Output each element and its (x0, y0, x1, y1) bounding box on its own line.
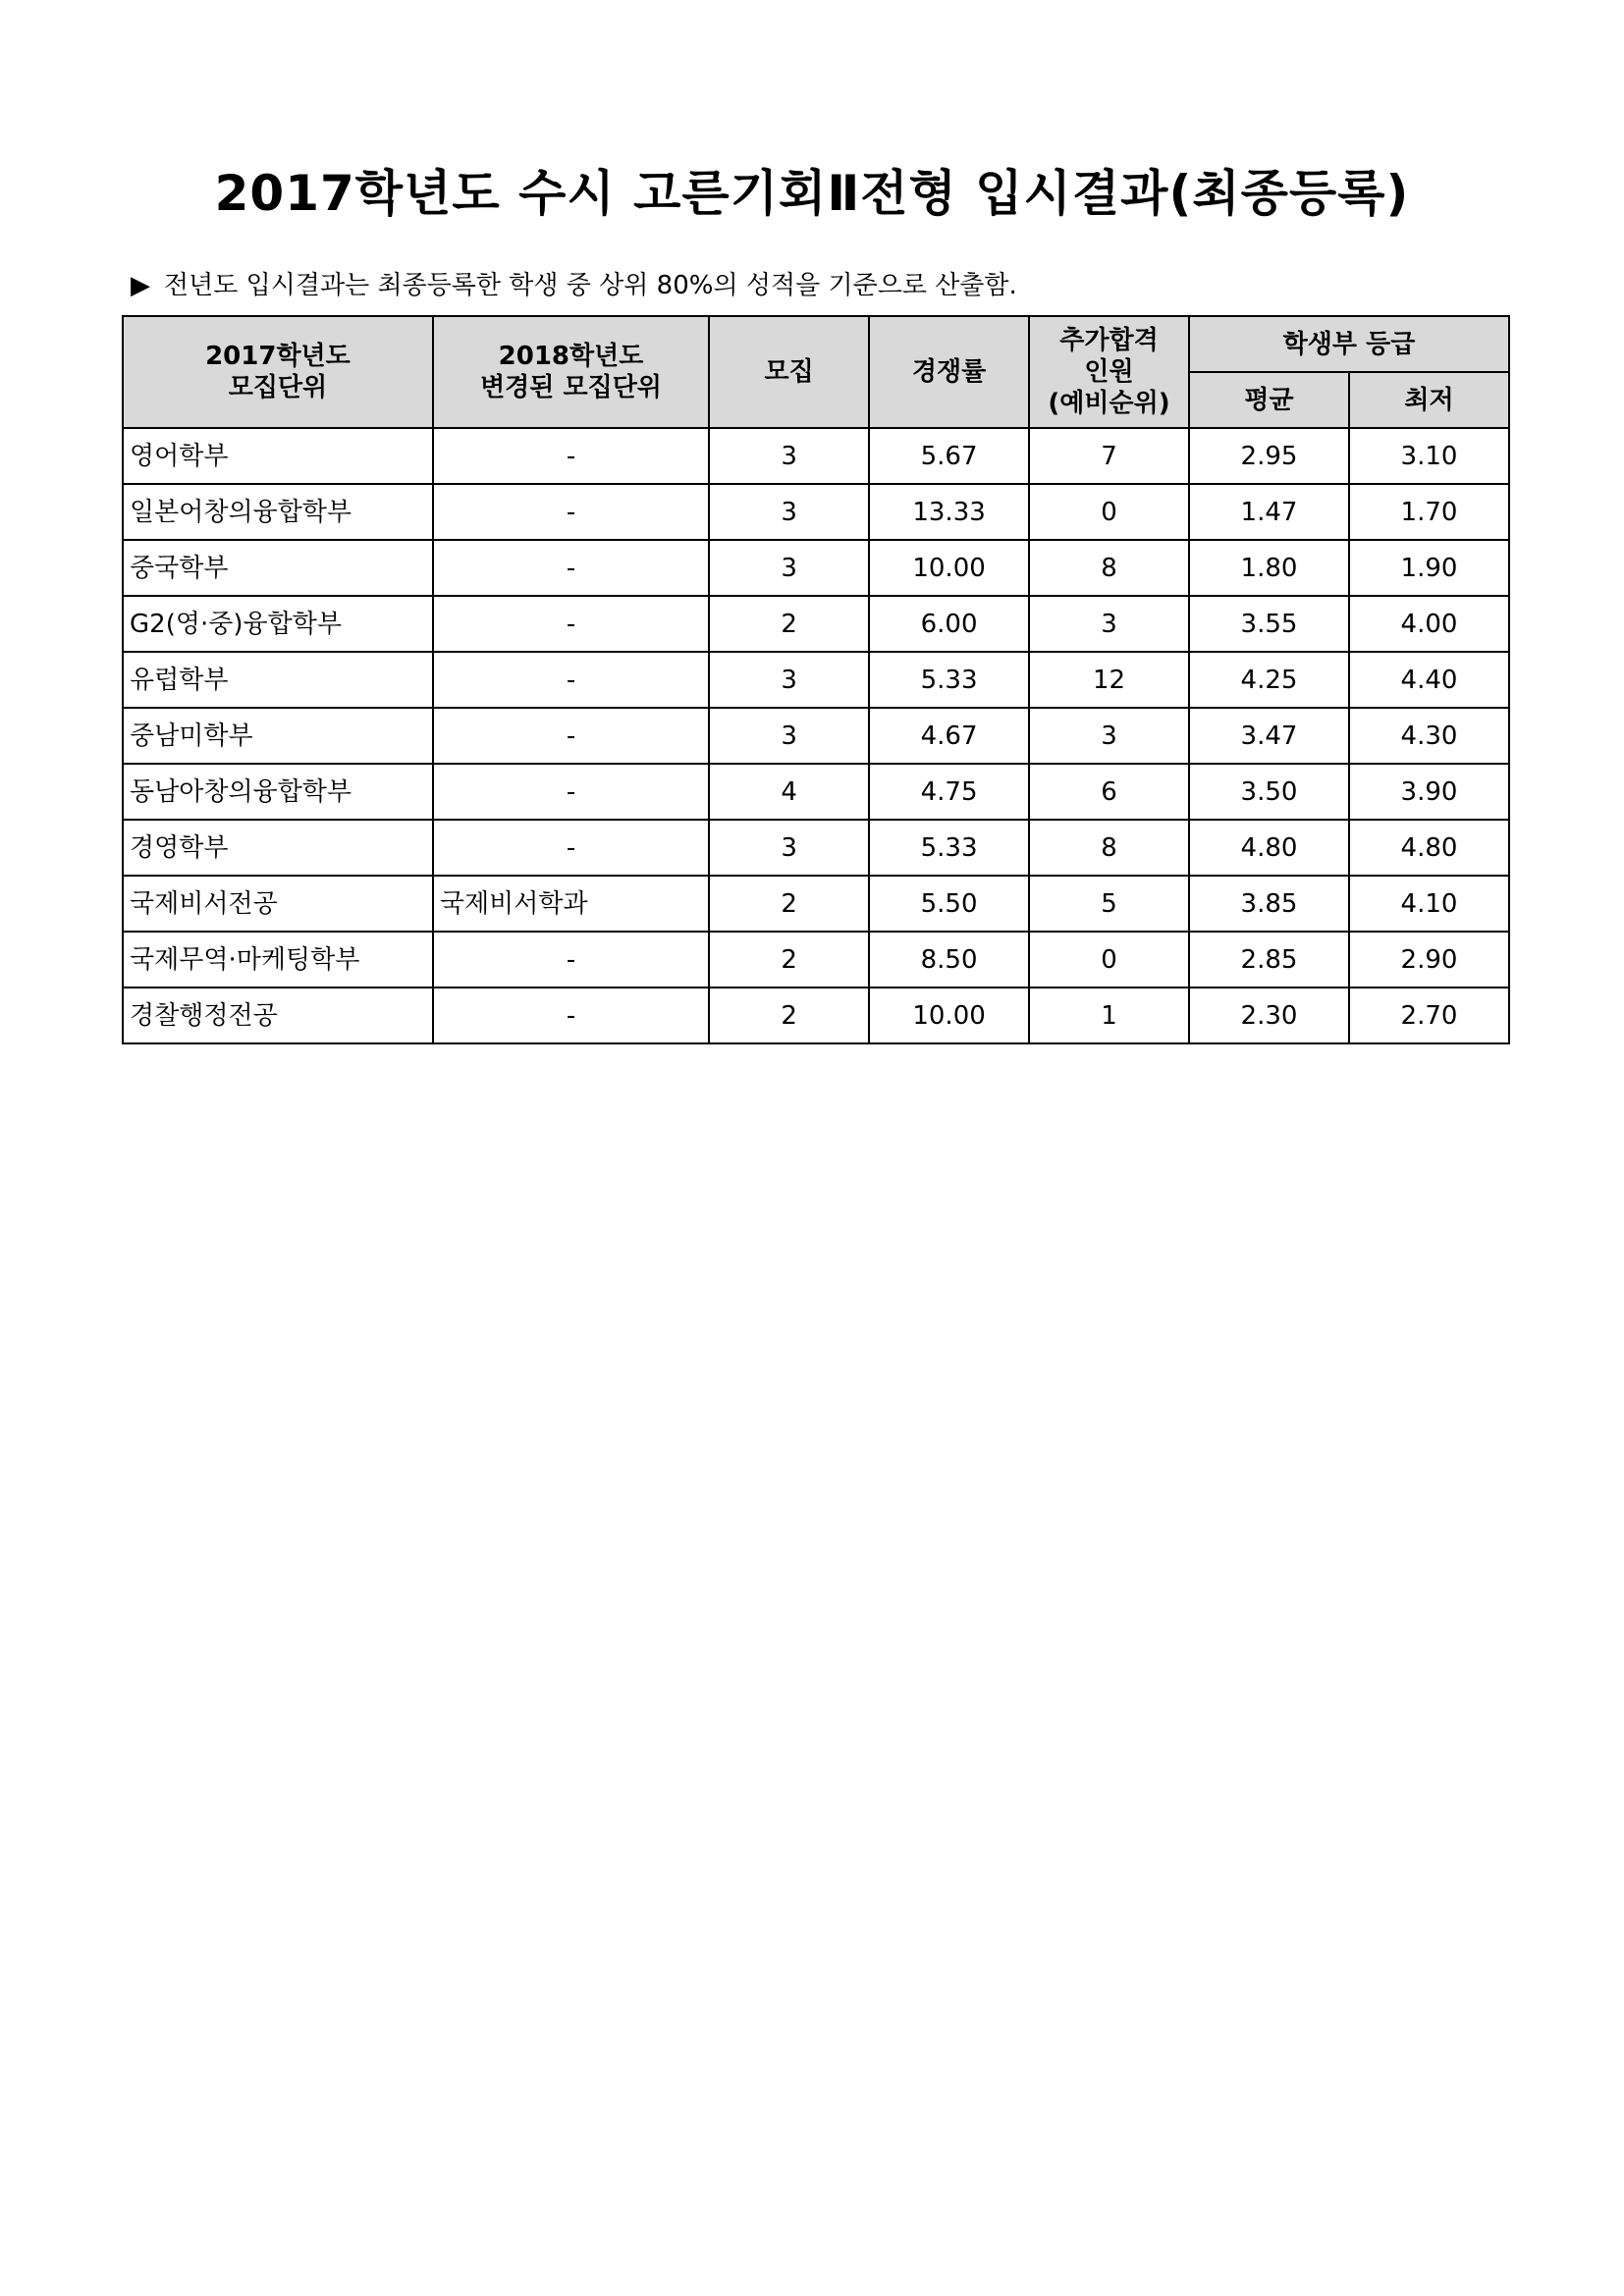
header-additional-line2: 인원 (1084, 357, 1134, 387)
cell-unit-2018: - (433, 764, 709, 820)
cell-unit-2017: 경찰행정전공 (123, 988, 433, 1043)
table-row (123, 708, 1509, 764)
cell-additional: 1 (1029, 988, 1189, 1043)
table-row (123, 932, 1509, 988)
header-row-top (123, 316, 1509, 372)
cell-grade-min: 3.10 (1349, 428, 1509, 484)
cell-additional: 6 (1029, 764, 1189, 820)
cell-recruit: 3 (709, 708, 869, 764)
cell-competition: 8.50 (869, 932, 1029, 988)
cell-recruit: 3 (709, 428, 869, 484)
table-row (123, 988, 1509, 1043)
cell-grade-avg: 3.55 (1189, 596, 1349, 652)
cell-additional: 5 (1029, 876, 1189, 932)
cell-grade-min: 4.80 (1349, 820, 1509, 876)
header-grade-min: 최저 (1349, 372, 1509, 428)
header-competition: 경쟁률 (869, 316, 1029, 428)
cell-unit-2017: 중남미학부 (123, 708, 433, 764)
table-row (123, 876, 1509, 932)
cell-grade-avg: 2.85 (1189, 932, 1349, 988)
header-recruit: 모집 (709, 316, 869, 428)
note-text: 전년도 입시결과는 최종등록한 학생 중 상위 80%의 성적을 기준으로 산출함. (164, 271, 1017, 300)
table-row (123, 652, 1509, 708)
cell-competition: 10.00 (869, 988, 1029, 1043)
cell-recruit: 2 (709, 596, 869, 652)
cell-grade-avg: 3.85 (1189, 876, 1349, 932)
cell-grade-min: 1.70 (1349, 484, 1509, 540)
page-title: 2017학년도 수시 고른기회Ⅱ전형 입시결과(최종등록) (214, 165, 1410, 222)
cell-unit-2017: 영어학부 (123, 428, 433, 484)
cell-grade-avg: 3.50 (1189, 764, 1349, 820)
cell-recruit: 3 (709, 484, 869, 540)
header-unit-2017-line2: 모집단위 (228, 373, 328, 402)
note (131, 268, 1017, 303)
cell-unit-2018: - (433, 988, 709, 1043)
cell-grade-min: 4.40 (1349, 652, 1509, 708)
table-row (123, 540, 1509, 596)
cell-grade-min: 3.90 (1349, 764, 1509, 820)
header-additional (1029, 316, 1189, 428)
cell-grade-avg: 2.30 (1189, 988, 1349, 1043)
header-unit-2018-line1: 2018학년도 (498, 342, 644, 371)
cell-competition: 5.67 (869, 428, 1029, 484)
cell-grade-min: 4.30 (1349, 708, 1509, 764)
cell-grade-avg: 2.95 (1189, 428, 1349, 484)
cell-unit-2018: - (433, 932, 709, 988)
cell-grade-min: 4.10 (1349, 876, 1509, 932)
cell-additional: 3 (1029, 708, 1189, 764)
cell-unit-2018: - (433, 652, 709, 708)
cell-unit-2018: - (433, 428, 709, 484)
table-row (123, 428, 1509, 484)
cell-recruit: 2 (709, 932, 869, 988)
cell-grade-min: 1.90 (1349, 540, 1509, 596)
cell-unit-2017: G2(영·중)융합학부 (123, 596, 433, 652)
table-row (123, 764, 1509, 820)
cell-unit-2018: - (433, 708, 709, 764)
cell-unit-2018: 국제비서학과 (433, 876, 709, 932)
cell-additional: 7 (1029, 428, 1189, 484)
cell-recruit: 3 (709, 652, 869, 708)
cell-competition: 13.33 (869, 484, 1029, 540)
table-row (123, 484, 1509, 540)
cell-unit-2017: 일본어창의융합학부 (123, 484, 433, 540)
cell-recruit: 2 (709, 876, 869, 932)
header-additional-line3: (예비순위) (1048, 389, 1170, 418)
header-grade-avg: 평균 (1189, 372, 1349, 428)
cell-recruit: 3 (709, 820, 869, 876)
cell-additional: 0 (1029, 484, 1189, 540)
cell-grade-avg: 3.47 (1189, 708, 1349, 764)
cell-grade-avg: 4.80 (1189, 820, 1349, 876)
admission-results-table (122, 315, 1510, 1044)
cell-competition: 4.67 (869, 708, 1029, 764)
cell-grade-min: 2.90 (1349, 932, 1509, 988)
cell-competition: 5.33 (869, 652, 1029, 708)
cell-grade-min: 4.00 (1349, 596, 1509, 652)
cell-unit-2018: - (433, 596, 709, 652)
cell-grade-avg: 4.25 (1189, 652, 1349, 708)
header-additional-line1: 추가합격 (1059, 326, 1159, 355)
cell-competition: 5.33 (869, 820, 1029, 876)
triangle-marker-icon: ▶ (131, 271, 150, 300)
table-row (123, 596, 1509, 652)
cell-recruit: 2 (709, 988, 869, 1043)
cell-competition: 10.00 (869, 540, 1029, 596)
cell-additional: 8 (1029, 540, 1189, 596)
cell-competition: 6.00 (869, 596, 1029, 652)
cell-unit-2017: 유럽학부 (123, 652, 433, 708)
cell-recruit: 3 (709, 540, 869, 596)
cell-additional: 8 (1029, 820, 1189, 876)
cell-unit-2017: 중국학부 (123, 540, 433, 596)
cell-competition: 4.75 (869, 764, 1029, 820)
cell-unit-2018: - (433, 540, 709, 596)
cell-grade-min: 2.70 (1349, 988, 1509, 1043)
cell-additional: 0 (1029, 932, 1189, 988)
header-grade-group: 학생부 등급 (1189, 316, 1509, 372)
cell-unit-2017: 경영학부 (123, 820, 433, 876)
header-unit-2017-line1: 2017학년도 (205, 342, 351, 371)
header-unit-2018-line2: 변경된 모집단위 (480, 373, 662, 402)
cell-unit-2018: - (433, 820, 709, 876)
cell-unit-2017: 국제무역·마케팅학부 (123, 932, 433, 988)
cell-additional: 12 (1029, 652, 1189, 708)
cell-unit-2017: 동남아창의융합학부 (123, 764, 433, 820)
cell-additional: 3 (1029, 596, 1189, 652)
cell-competition: 5.50 (869, 876, 1029, 932)
cell-unit-2018: - (433, 484, 709, 540)
header-unit-2017 (123, 316, 433, 428)
cell-grade-avg: 1.80 (1189, 540, 1349, 596)
header-unit-2018 (433, 316, 709, 428)
cell-unit-2017: 국제비서전공 (123, 876, 433, 932)
table-row (123, 820, 1509, 876)
cell-grade-avg: 1.47 (1189, 484, 1349, 540)
cell-recruit: 4 (709, 764, 869, 820)
